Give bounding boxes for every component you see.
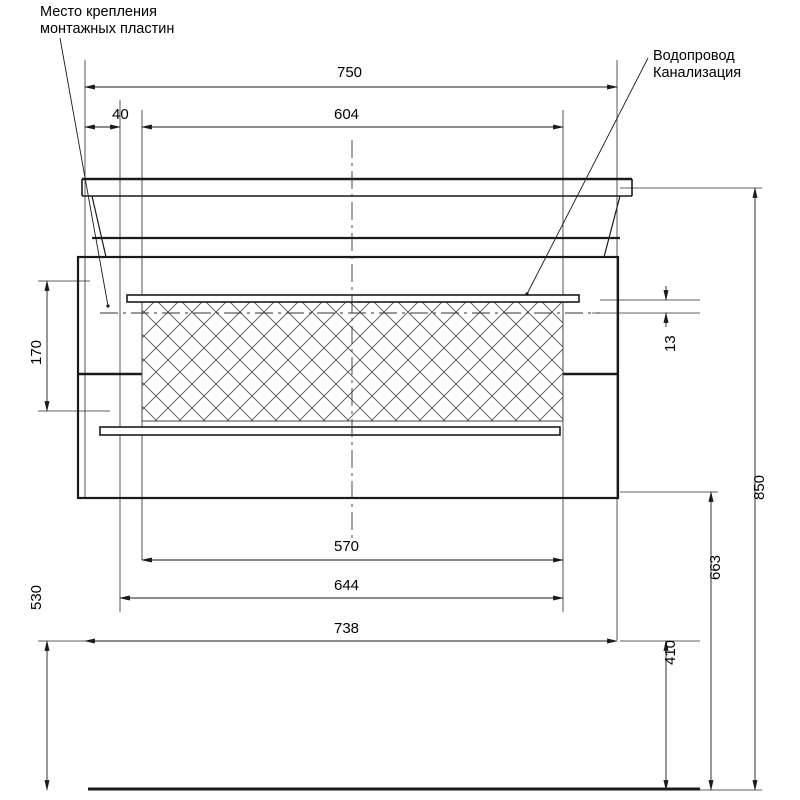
dimension-170: 170 <box>28 339 45 365</box>
dimension-410: 410 <box>662 639 679 665</box>
dimension-850: 850 <box>751 474 768 500</box>
annotation-mount-plates-line2: монтажных пластин <box>40 21 175 37</box>
annotation-plumbing-line1: Водопровод <box>653 48 735 64</box>
dimension-663: 663 <box>707 554 724 580</box>
dimension-604: 604 <box>334 106 360 123</box>
dimension-13: 13 <box>662 335 679 352</box>
dimension-644: 644 <box>334 577 360 594</box>
dimension-530: 530 <box>28 584 45 610</box>
dimension-40: 40 <box>112 106 129 123</box>
dimension-738: 738 <box>334 620 360 637</box>
annotation-mount-plates-line1: Место крепления <box>40 4 157 20</box>
annotation-plumbing-line2: Канализация <box>653 65 742 81</box>
dimension-570: 570 <box>334 538 360 555</box>
dimension-750: 750 <box>337 64 363 81</box>
